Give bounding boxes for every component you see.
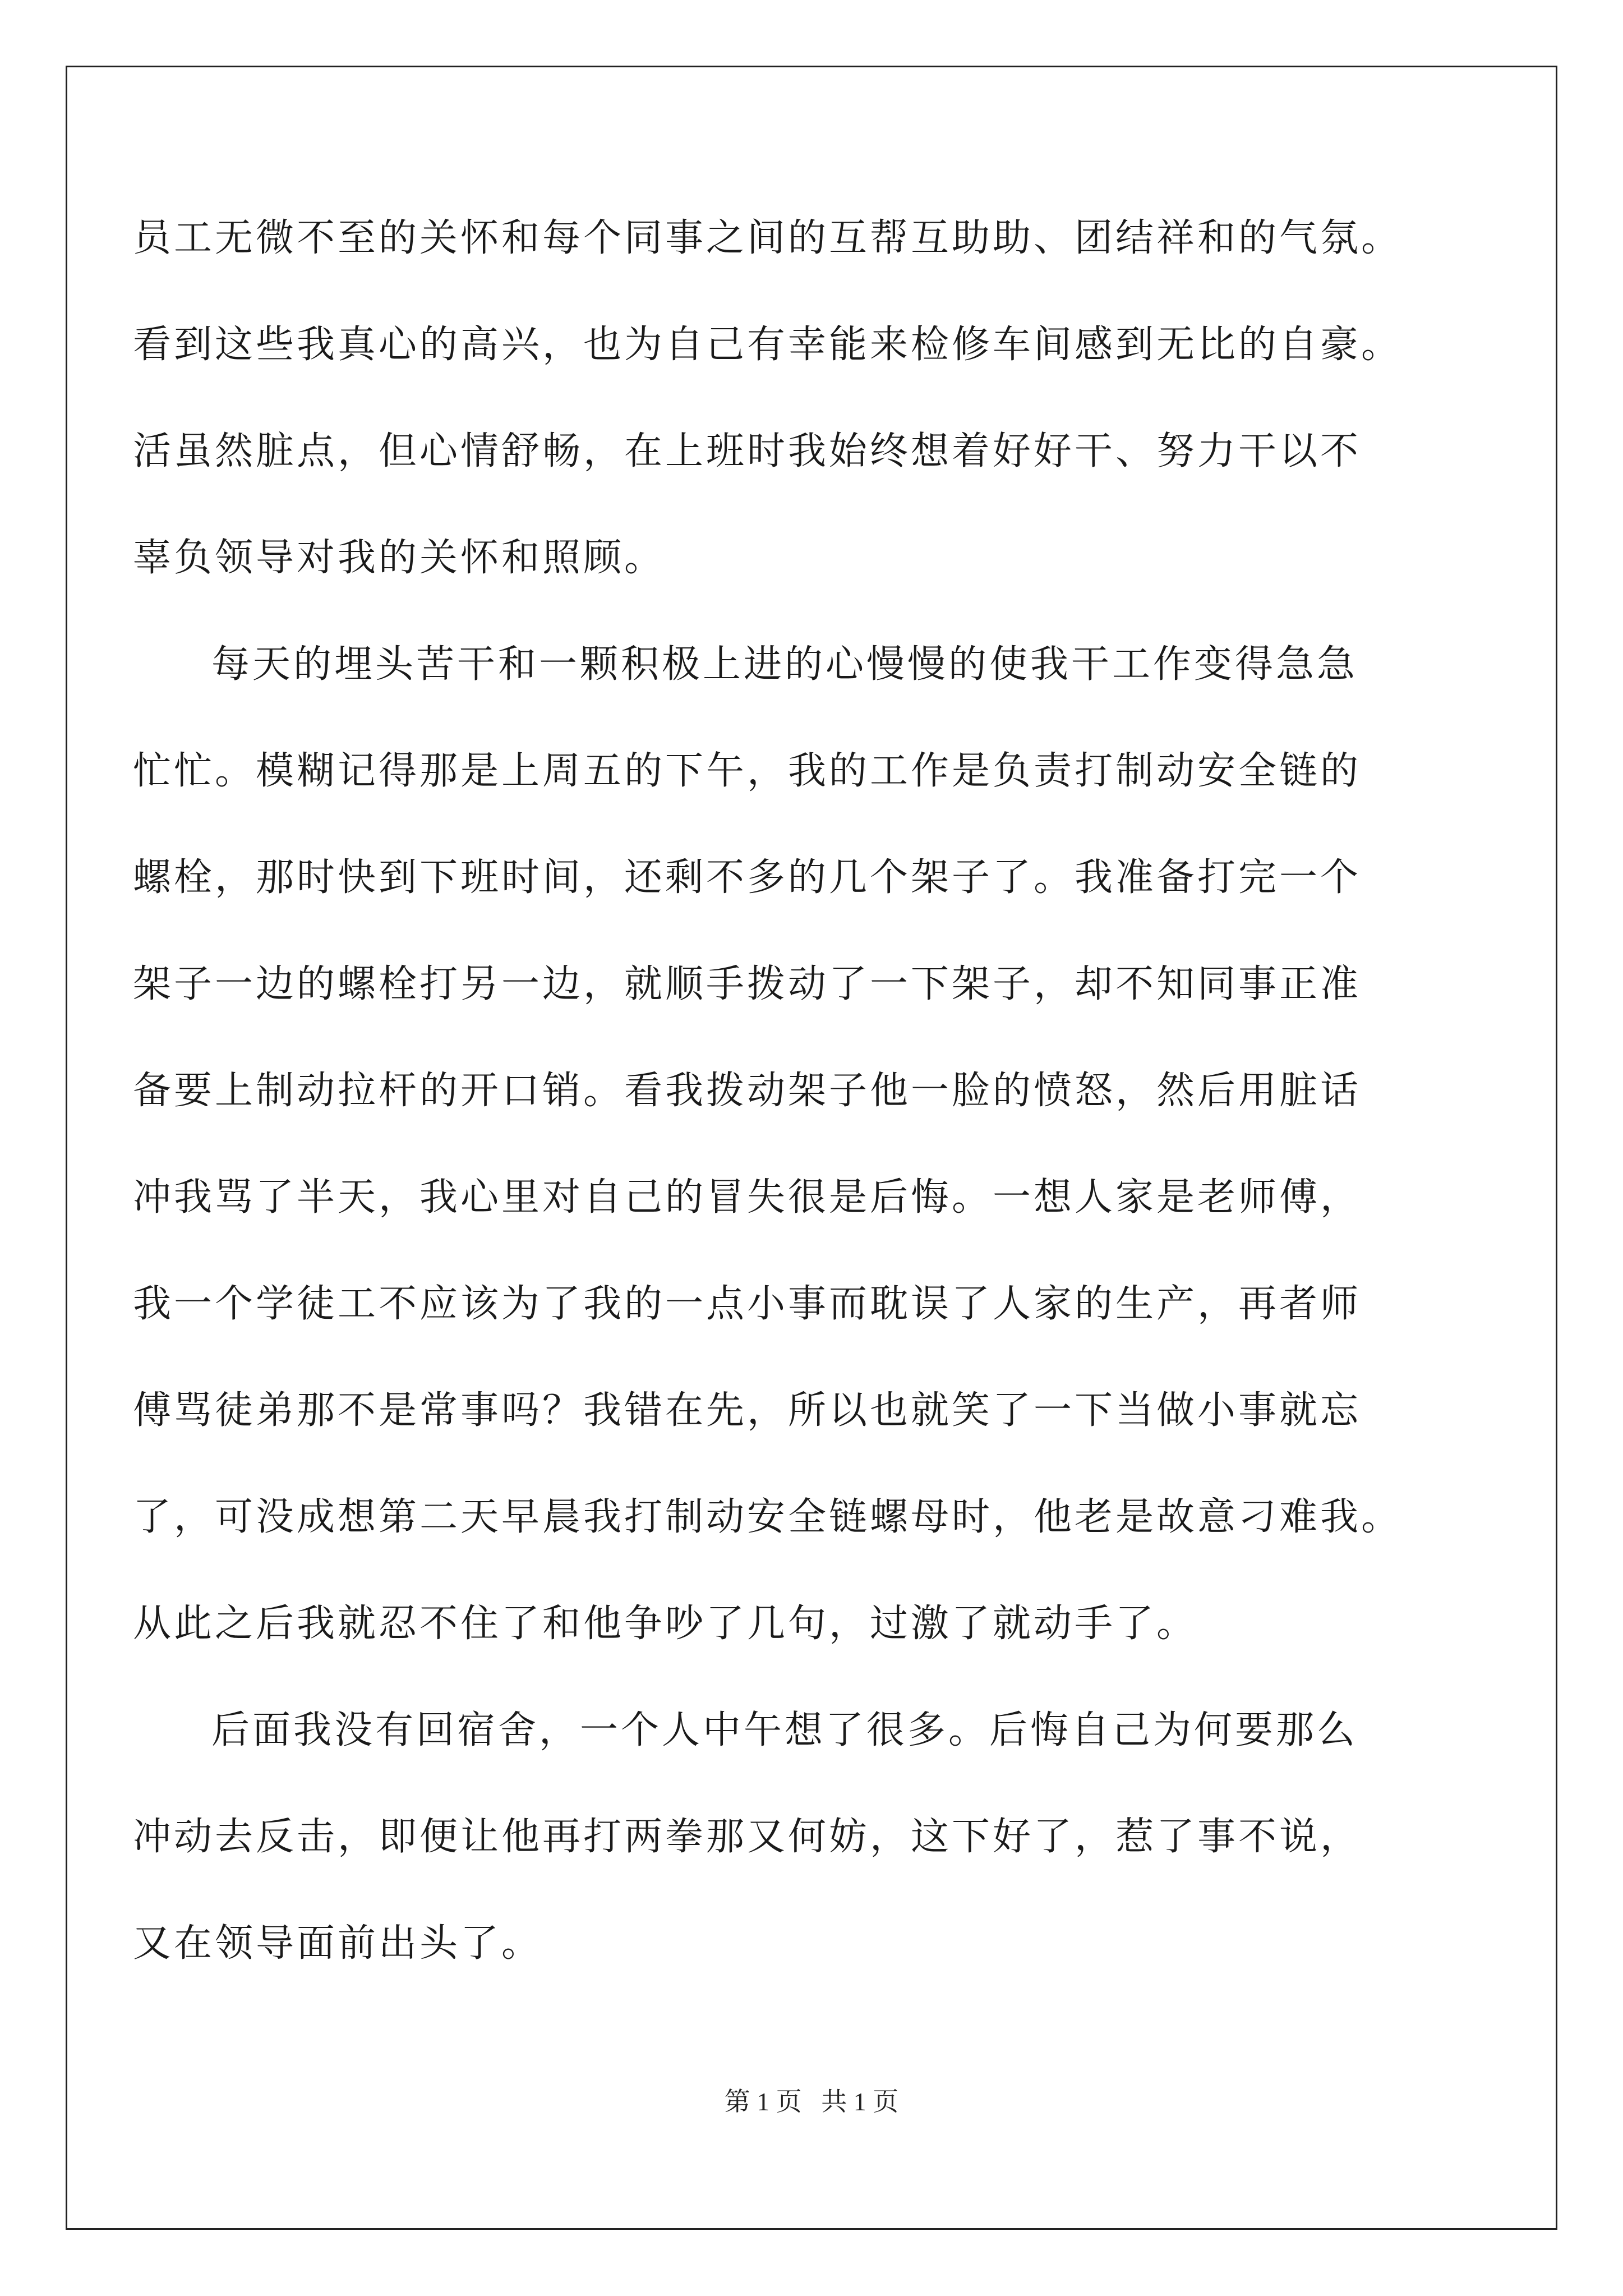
text-line: 后面我没有回宿舍，一个人中午想了很多。后悔自己为何要那么 [211, 1708, 1358, 1752]
text-line: 备要上制动拉杆的开口销。看我拨动架子他一脸的愤怒，然后用脏话 [133, 1069, 1362, 1113]
text-line: 又在领导面前出头了。 [133, 1921, 543, 1966]
text-line: 冲我骂了半天，我心里对自己的冒失很是后悔。一想人家是老师傅， [133, 1175, 1362, 1220]
text-line: 员工无微不至的关怀和每个同事之间的互帮互助助、团结祥和的气氛。 [133, 216, 1403, 260]
text-line: 每天的埋头苦干和一颗积极上进的心慢慢的使我干工作变得急急 [211, 642, 1358, 687]
text-line: 冲动去反击，即便让他再打两拳那又何妨，这下好了，惹了事不说， [133, 1815, 1362, 1859]
text-line: 辜负领导对我的关怀和照顾。 [133, 536, 666, 580]
text-line: 架子一边的螺栓打另一边，就顺手拨动了一下架子，却不知同事正准 [133, 962, 1362, 1006]
page-number-footer: 第 1 页 共 1 页 [724, 2087, 899, 2116]
text-line: 了，可没成想第二天早晨我打制动安全链螺母时，他老是故意刁难我。 [133, 1495, 1403, 1539]
document-body [133, 185, 1490, 1997]
text-line: 活虽然脏点，但心情舒畅，在上班时我始终想着好好干、努力干以不 [133, 429, 1362, 473]
text-line: 我一个学徒工不应该为了我的一点小事而耽误了人家的生产，再者师 [133, 1282, 1362, 1326]
text-line: 从此之后我就忍不住了和他争吵了几句，过激了就动手了。 [133, 1602, 1198, 1646]
text-line: 螺栓，那时快到下班时间，还剩不多的几个架子了。我准备打完一个 [133, 855, 1362, 900]
text-line: 傅骂徒弟那不是常事吗？我错在先，所以也就笑了一下当做小事就忘 [133, 1388, 1362, 1433]
text-line: 忙忙。模糊记得那是上周五的下午，我的工作是负责打制动安全链的 [133, 749, 1362, 793]
text-line: 看到这些我真心的高兴，也为自己有幸能来检修车间感到无比的自豪。 [133, 323, 1403, 367]
